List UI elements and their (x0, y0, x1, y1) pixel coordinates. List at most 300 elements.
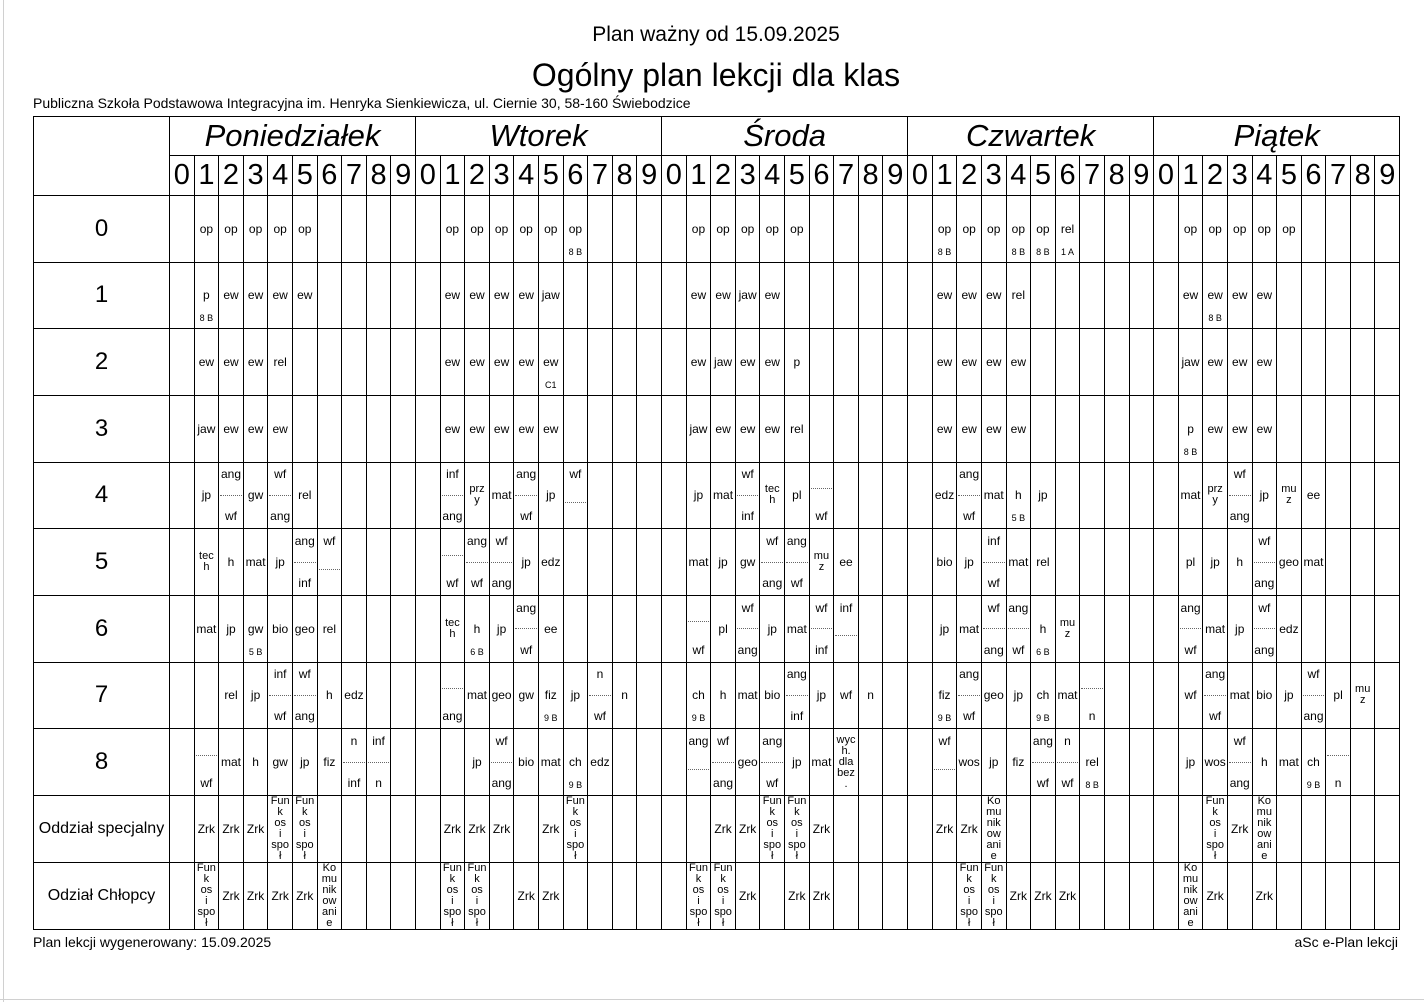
lesson-cell (1375, 262, 1400, 329)
lesson-cell (981, 729, 1006, 796)
lesson-cell (1154, 795, 1179, 862)
lesson-cell (170, 529, 195, 596)
lesson-cell (1252, 196, 1277, 263)
lesson-subject: wf (520, 509, 533, 524)
lesson-subject: wf (200, 776, 213, 791)
lesson-cell (981, 662, 1006, 729)
lesson-subject: ee (544, 621, 558, 636)
lesson-cell (1154, 529, 1179, 596)
lesson-subject: prz y (469, 483, 485, 507)
lesson-cell (219, 462, 244, 529)
lesson-cell (957, 262, 982, 329)
lesson-cell (662, 862, 687, 929)
lesson-subject: op (765, 221, 779, 236)
lesson-cell (440, 595, 465, 662)
lesson-cell (760, 395, 785, 462)
lesson-subject: mat (1229, 688, 1250, 703)
lesson-cell (292, 595, 317, 662)
lesson-cell (194, 862, 219, 929)
lesson-subject: ang (1254, 642, 1275, 657)
lesson-divider (196, 755, 218, 756)
lesson-cell (489, 329, 514, 396)
page-left-border (3, 0, 4, 1002)
lesson-cell (1006, 262, 1031, 329)
lesson-cell (243, 462, 268, 529)
lesson-cell (170, 595, 195, 662)
lesson-cell (563, 862, 588, 929)
lesson-cell (1129, 529, 1154, 596)
lesson-subject: Fun k os i spo ł (688, 862, 708, 929)
lesson-subject: edz (590, 755, 610, 770)
lesson-subject: ew (961, 421, 977, 436)
lesson-subject: h (326, 688, 333, 703)
lesson-cell (858, 595, 883, 662)
class-row (34, 329, 1400, 396)
lesson-subject: Zrk (296, 888, 314, 903)
lesson-cell (760, 862, 785, 929)
lesson-cell (1301, 862, 1326, 929)
lesson-cell (1203, 862, 1228, 929)
generated-date: Plan lekcji wygenerowany: 15.09.2025 (33, 934, 272, 950)
lesson-subject: op (937, 221, 952, 236)
lesson-divider (515, 628, 537, 629)
lesson-cell (809, 329, 834, 396)
lesson-subject: jp (1185, 755, 1196, 770)
lesson-subject: edz (1279, 621, 1299, 636)
lesson-cell (858, 529, 883, 596)
lesson-subject: jp (1235, 621, 1245, 636)
lesson-subject: Zrk (492, 821, 511, 836)
lesson-cell (662, 729, 687, 796)
lesson-subject: ew (543, 355, 559, 370)
class-label: 1 (34, 262, 170, 329)
lesson-cell (292, 529, 317, 596)
lesson-cell (1350, 329, 1375, 396)
lesson-subject: wf (446, 576, 459, 591)
lesson-subject: jp (767, 621, 777, 636)
lesson-cell (1350, 595, 1375, 662)
period-header: 6 (1301, 156, 1326, 196)
lesson-cell (981, 595, 1006, 662)
lesson-cell (416, 862, 441, 929)
lesson-cell (1227, 595, 1252, 662)
lesson-divider (761, 562, 783, 563)
lesson-subject: ew (986, 421, 1002, 436)
lesson-cell (686, 529, 711, 596)
lesson-cell (1203, 795, 1228, 862)
lesson-subject: op (568, 221, 583, 236)
lesson-cell (440, 329, 465, 396)
lesson-cell (785, 262, 810, 329)
lesson-divider (343, 762, 365, 763)
lesson-cell (170, 795, 195, 862)
lesson-cell (932, 462, 957, 529)
lesson-cell (932, 595, 957, 662)
lesson-subject: n (350, 734, 358, 749)
lesson-cell (858, 462, 883, 529)
lesson-cell (1277, 329, 1302, 396)
lesson-cell (1006, 662, 1031, 729)
class-label: 4 (34, 462, 170, 529)
period-header: 4 (514, 156, 539, 196)
lesson-cell (391, 329, 416, 396)
lesson-cell (612, 395, 637, 462)
lesson-cell (883, 729, 908, 796)
lesson-cell (1203, 395, 1228, 462)
lesson-cell (1080, 862, 1105, 929)
lesson-subject: ang (713, 776, 734, 791)
lesson-cell (391, 262, 416, 329)
lesson-subject: ew (986, 355, 1002, 370)
lesson-cell (932, 862, 957, 929)
lesson-subject: ang (1008, 600, 1029, 615)
lesson-cell (1031, 729, 1056, 796)
lesson-divider (491, 562, 513, 563)
lesson-cell (735, 329, 760, 396)
lesson-subject: jp (300, 755, 310, 770)
lesson-cell (1252, 795, 1277, 862)
lesson-divider (589, 695, 611, 696)
lesson-cell (1104, 329, 1129, 396)
lesson-cell (1031, 262, 1056, 329)
lesson-divider (712, 762, 734, 763)
lesson-subject: mat (220, 755, 241, 770)
lesson-cell (243, 795, 268, 862)
lesson-cell (465, 729, 490, 796)
period-header: 5 (538, 156, 563, 196)
lesson-subject: n (1334, 776, 1342, 791)
lesson-divider (1303, 695, 1325, 696)
lesson-cell (932, 729, 957, 796)
lesson-subject: Zrk (1255, 888, 1273, 903)
period-header: 8 (1350, 156, 1375, 196)
class-label: 5 (34, 529, 170, 596)
lesson-cell (883, 262, 908, 329)
lesson-cell (391, 862, 416, 929)
lesson-cell (1203, 262, 1228, 329)
lesson-subject: rel (1060, 221, 1075, 236)
lesson-group: 1 A (1061, 246, 1075, 257)
lesson-divider (1229, 762, 1251, 763)
lesson-subject: mat (737, 688, 758, 703)
lesson-cell (268, 795, 293, 862)
lesson-cell (1301, 729, 1326, 796)
lesson-cell (1350, 395, 1375, 462)
lesson-subject: ang (491, 776, 512, 791)
lesson-cell (908, 329, 933, 396)
lesson-divider (983, 628, 1005, 629)
lesson-cell (317, 595, 342, 662)
lesson-cell (268, 196, 293, 263)
lesson-subject: p (203, 288, 210, 303)
lesson-cell (1252, 395, 1277, 462)
lesson-cell (1006, 729, 1031, 796)
lesson-cell (538, 795, 563, 862)
lesson-cell (268, 395, 293, 462)
lesson-cell (1006, 529, 1031, 596)
lesson-subject: rel (1036, 555, 1050, 570)
lesson-cell (662, 595, 687, 662)
lesson-subject: Fun k os i spo ł (762, 795, 782, 862)
lesson-subject: inf (298, 576, 312, 591)
lesson-cell (612, 462, 637, 529)
lesson-subject: Zrk (197, 821, 216, 836)
lesson-subject: Zrk (222, 821, 240, 836)
lesson-cell (883, 862, 908, 929)
lesson-subject: mat (1278, 755, 1299, 770)
corner-cell (34, 117, 170, 196)
lesson-divider (442, 495, 464, 496)
lesson-subject: ang (737, 642, 758, 657)
lesson-cell (883, 595, 908, 662)
lesson-cell (1326, 795, 1351, 862)
lesson-cell (292, 662, 317, 729)
lesson-cell (1203, 196, 1228, 263)
lesson-subject: mat (713, 488, 734, 503)
lesson-divider (811, 628, 833, 629)
lesson-subject: jp (939, 621, 950, 636)
lesson-cell (1301, 262, 1326, 329)
lesson-subject: Ko mu nik ow ani e (986, 795, 1002, 862)
lesson-subject: jp (521, 555, 531, 570)
lesson-cell (465, 662, 490, 729)
lesson-cell (489, 462, 514, 529)
lesson-cell (1252, 529, 1277, 596)
lesson-subject: wf (1233, 467, 1246, 482)
lesson-cell (1104, 662, 1129, 729)
lesson-subject: gw (247, 621, 264, 636)
lesson-subject: bio (936, 555, 953, 570)
lesson-cell (416, 262, 441, 329)
lesson-cell (686, 862, 711, 929)
lesson-cell (538, 462, 563, 529)
lesson-cell (514, 329, 539, 396)
lesson-divider (515, 495, 537, 496)
lesson-subject: jaw (1181, 355, 1200, 370)
lesson-cell (219, 395, 244, 462)
lesson-subject: jaw (689, 421, 708, 436)
lesson-subject: ang (762, 734, 783, 749)
lesson-cell (391, 462, 416, 529)
lesson-subject: inf (790, 709, 804, 724)
lesson-cell (1326, 196, 1351, 263)
lesson-cell (809, 662, 834, 729)
lesson-cell (711, 262, 736, 329)
lesson-cell (637, 329, 662, 396)
period-header: 9 (883, 156, 908, 196)
lesson-cell (416, 529, 441, 596)
period-header: 0 (170, 156, 195, 196)
lesson-divider (1254, 562, 1276, 563)
lesson-subject: ang (270, 509, 291, 524)
lesson-cell (957, 462, 982, 529)
lesson-cell (1080, 395, 1105, 462)
lesson-subject: ew (272, 421, 288, 436)
lesson-cell (908, 729, 933, 796)
lesson-cell (538, 662, 563, 729)
class-label: Odział Chłopcy (34, 862, 170, 929)
lesson-cell (1350, 462, 1375, 529)
lesson-cell (243, 729, 268, 796)
lesson-cell (1055, 862, 1080, 929)
lesson-cell (514, 795, 539, 862)
lesson-cell (292, 862, 317, 929)
lesson-cell (416, 795, 441, 862)
lesson-subject: wf (766, 776, 779, 791)
lesson-cell (785, 196, 810, 263)
period-header: 2 (957, 156, 982, 196)
lesson-cell (932, 395, 957, 462)
lesson-subject: pl (792, 488, 802, 503)
lesson-cell (637, 529, 662, 596)
lesson-cell (563, 795, 588, 862)
lesson-subject: ang (1032, 734, 1053, 749)
lesson-divider (786, 562, 808, 563)
lesson-cell (711, 595, 736, 662)
lesson-cell (1129, 262, 1154, 329)
lesson-cell (809, 529, 834, 596)
lesson-subject: ew (469, 355, 485, 370)
day-header: Środa (662, 117, 908, 156)
lesson-cell (219, 595, 244, 662)
lesson-cell (1006, 862, 1031, 929)
period-header: 1 (194, 156, 219, 196)
lesson-subject: ew (1207, 421, 1223, 436)
lesson-cell (1252, 729, 1277, 796)
lesson-divider (466, 562, 488, 563)
lesson-cell (686, 729, 711, 796)
day-header: Wtorek (416, 117, 662, 156)
lesson-cell (1227, 662, 1252, 729)
lesson-subject: wf (938, 734, 951, 749)
lesson-cell (170, 329, 195, 396)
lesson-cell (735, 395, 760, 462)
lesson-cell (366, 795, 391, 862)
lesson-cell (1154, 862, 1179, 929)
lesson-subject: op (1282, 221, 1296, 236)
lesson-cell (957, 529, 982, 596)
lesson-divider (983, 562, 1005, 563)
lesson-cell (1080, 795, 1105, 862)
lesson-subject: Zrk (542, 821, 560, 836)
lesson-subject: mat (688, 555, 709, 570)
lesson-subject: ang (466, 534, 488, 549)
lesson-cell (440, 529, 465, 596)
lesson-subject: ew (690, 355, 707, 370)
lesson-cell (1301, 595, 1326, 662)
lesson-cell (612, 329, 637, 396)
lesson-cell (908, 862, 933, 929)
lesson-cell (1203, 729, 1228, 796)
lesson-cell (465, 262, 490, 329)
lesson-subject: tec h (445, 616, 460, 640)
period-header: 6 (809, 156, 834, 196)
lesson-cell (1006, 329, 1031, 396)
lesson-cell (1031, 329, 1056, 396)
class-row (34, 795, 1400, 862)
lesson-cell (1350, 795, 1375, 862)
lesson-subject: Ko mu nik ow ani e (321, 862, 337, 929)
lesson-subject: bio (1256, 688, 1273, 703)
lesson-cell (711, 196, 736, 263)
lesson-cell (514, 529, 539, 596)
lesson-subject: op (691, 221, 706, 236)
class-label: 0 (34, 196, 170, 263)
lesson-cell (1301, 529, 1326, 596)
lesson-subject: wf (1184, 688, 1197, 703)
class-row (34, 262, 1400, 329)
lesson-cell (1227, 729, 1252, 796)
lesson-subject: Zrk (1009, 888, 1027, 903)
lesson-subject: Fun k os i spo ł (442, 862, 462, 929)
lesson-cell (1080, 196, 1105, 263)
lesson-divider (294, 562, 316, 563)
lesson-cell (1203, 329, 1228, 396)
lesson-cell (1154, 329, 1179, 396)
lesson-divider (1008, 628, 1030, 629)
lesson-subject: ew (1182, 288, 1199, 303)
lesson-cell (1277, 595, 1302, 662)
period-header: 9 (1375, 156, 1400, 196)
lesson-cell (268, 529, 293, 596)
lesson-cell (637, 795, 662, 862)
lesson-group: 9 B (1036, 713, 1050, 724)
lesson-subject: Fun k os i spo ł (787, 795, 807, 862)
lesson-divider (565, 502, 587, 503)
lesson-cell (317, 729, 342, 796)
lesson-cell (908, 462, 933, 529)
lesson-cell (342, 795, 367, 862)
lesson-cell (1227, 462, 1252, 529)
lesson-cell (1031, 196, 1056, 263)
lesson-cell (1350, 862, 1375, 929)
lesson-cell (1031, 395, 1056, 462)
lesson-cell (612, 862, 637, 929)
lesson-cell (563, 262, 588, 329)
lesson-cell (785, 329, 810, 396)
lesson-cell (292, 729, 317, 796)
lesson-subject: jp (570, 688, 581, 703)
lesson-subject: ch (692, 688, 705, 703)
lesson-subject: Zrk (738, 821, 757, 836)
lesson-subject: rel (790, 421, 804, 436)
lesson-cell (662, 662, 687, 729)
lesson-cell (637, 262, 662, 329)
period-header: 2 (219, 156, 244, 196)
lesson-cell (760, 662, 785, 729)
class-label: 8 (34, 729, 170, 796)
lesson-cell (1203, 662, 1228, 729)
lesson-subject: jp (718, 555, 728, 570)
lesson-subject: wf (1258, 534, 1271, 549)
lesson-group: 5 B (1011, 513, 1026, 524)
lesson-cell (514, 862, 539, 929)
lesson-subject: jp (1013, 688, 1023, 703)
period-header: 1 (686, 156, 711, 196)
lesson-subject: mat (1205, 621, 1226, 636)
lesson-cell (883, 529, 908, 596)
lesson-cell (440, 395, 465, 462)
lesson-cell (908, 529, 933, 596)
lesson-subject: Fun k os i spo ł (1205, 795, 1225, 862)
lesson-subject: ang (220, 467, 241, 482)
lesson-subject: op (962, 221, 976, 236)
lesson-cell (1129, 729, 1154, 796)
lesson-subject: Fun k os i spo ł (565, 795, 585, 862)
lesson-group: 5 B (248, 646, 263, 657)
lesson-cell (809, 462, 834, 529)
lesson-cell (637, 196, 662, 263)
